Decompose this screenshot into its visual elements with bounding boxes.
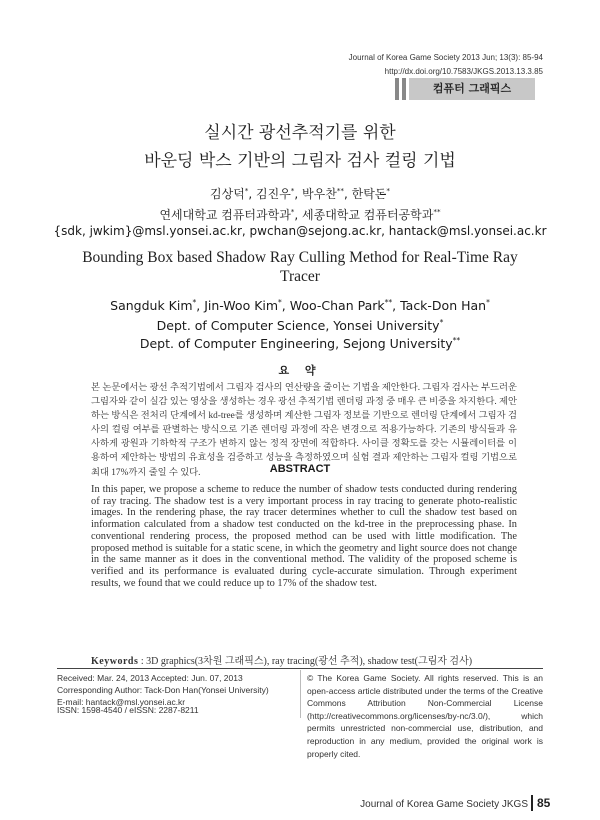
section-label: 컴퓨터 그래픽스 — [432, 82, 512, 95]
author-emails: {sdk, jwkim}@msl.yonsei.ac.kr, pwchan@sejong.ac.kr, hantack@msl.yonsei.ac.kr — [53, 224, 547, 238]
section-banner-stripe — [395, 78, 399, 100]
keywords-text: : 3D graphics(3차원 그래픽스), ray tracing(광선 추적), shadow test(그림자 검사) — [140, 656, 473, 667]
article-info — [57, 672, 297, 708]
info-divider — [57, 668, 543, 669]
korean-abstract-text: 본 논문에서는 광선 추적기법에서 그림자 검사의 연산량을 줄이는 기법을 제안한다. 그림자 검사는 부드러운 그림자와 같이 실감 있는 영상을 생성하는 경우 광선 추적기법 렌더링 과정 중 매우 큰 비중을 차지한다. 제안하는 방식은 전처리 단계에서 kd-tree를 생성하며 계산한 그림자 정보를 기반으로 렌더링 단계에서 그림자 검사의 컬링 여부를 판별하는 방식으로 기존 렌더링 과정에 작은 변경으로 적용가능하다. 기존의 방식들과 유사하게 광원과 기하학적 구조가 변하지 않는 정적 장면에 적합하다. 사이클 정확도를 갖는 시뮬레이터를 이용하여 제안하는 방법의 유효성을 검증하고 성능을 측정하였으며 실험 결과 제안하는 그림자 컬링 기법으로 최대 17%까지 줄일 수 있다. — [91, 383, 517, 478]
korean-title-line-2: 바운딩 박스 기반의 그림자 검사 컬링 기법 — [144, 151, 456, 171]
abstract-text: In this paper, we propose a scheme to reduce the number of shadow tests conducted during rendering of ray tracing. The shadow test is a very important process in ray tracing to generate photo-realistic images. In the rendering phase, the ray tracer determines whether to cull the shadow test based on information calculated from a shadow test conducted on the kd-tree in the preprocessing phase. In conventional rendering process, the proposed method can be used with little modification. The proposed method is suitable for a static scene, in which the geometry and light source does not change in the same manner as it does in the conventional method. The validity of the proposed scheme is verified and its performance is evaluated during cycle-accurate simulation. Through experiment results, we found that we could reduce up to 17% of the shadow test. — [91, 484, 517, 589]
page-number: 85 — [537, 796, 551, 810]
section-banner-stripe — [402, 78, 406, 100]
keywords — [91, 652, 521, 667]
english-affiliation-1: Dept. of Computer Science, Yonsei University* — [156, 317, 444, 333]
english-title: Bounding Box based Shadow Ray Culling Method for Real-Time Ray Tracer — [82, 249, 518, 285]
journal-citation: Journal of Korea Game Society 2013 Jun; 13(3): 85-94 — [348, 53, 543, 62]
corresponding-email: E-mail: hantack@msl.yonsei.ac.kr — [57, 697, 186, 707]
korean-affiliation: 연세대학교 컴퓨터과학과*, 세종대학교 컴퓨터공학과** — [159, 207, 441, 222]
info-column-divider — [300, 670, 301, 718]
section-banner — [395, 78, 535, 100]
issn: ISSN: 1598-4540 / eISSN: 2287-8211 — [57, 705, 199, 715]
korean-authors: 김상덕*, 김진우*, 박우찬**, 한탁돈* — [210, 186, 390, 201]
received-dates: Received: Mar. 24, 2013 Accepted: Jun. 07, 2013 — [57, 673, 243, 683]
english-authors: Sangduk Kim*, Jin-Woo Kim*, Woo-Chan Park**, Tack-Don Han* — [110, 297, 490, 313]
abstract-heading: ABSTRACT — [269, 463, 331, 475]
keywords-label: Keywords — [91, 656, 139, 667]
english-affiliation-2: Dept. of Computer Engineering, Sejong University** — [139, 335, 461, 351]
footer-separator — [531, 795, 533, 811]
korean-abstract-heading: 요 약 — [278, 364, 322, 377]
corresponding-author: Corresponding Author: Tack-Don Han(Yonsei University) — [57, 685, 269, 695]
korean-title-line-1: 실시간 광선추적기를 위한 — [204, 123, 396, 143]
footer-journal: Journal of Korea Game Society JKGS — [360, 799, 528, 810]
license-notice: © The Korea Game Society. All rights reserved. This is an open-access article distributed under the terms of the Creative Commons Attribution Non-Commercial License (http://creativecommons.org/licenses/by-nc/3.0/), which permits unrestricted non-commercial use, distribution, and reproduction in any medium, provided the original work is properly cited. — [307, 673, 543, 759]
doi-link[interactable]: http://dx.doi.org/10.7583/JKGS.2013.13.3.85 — [384, 67, 543, 76]
